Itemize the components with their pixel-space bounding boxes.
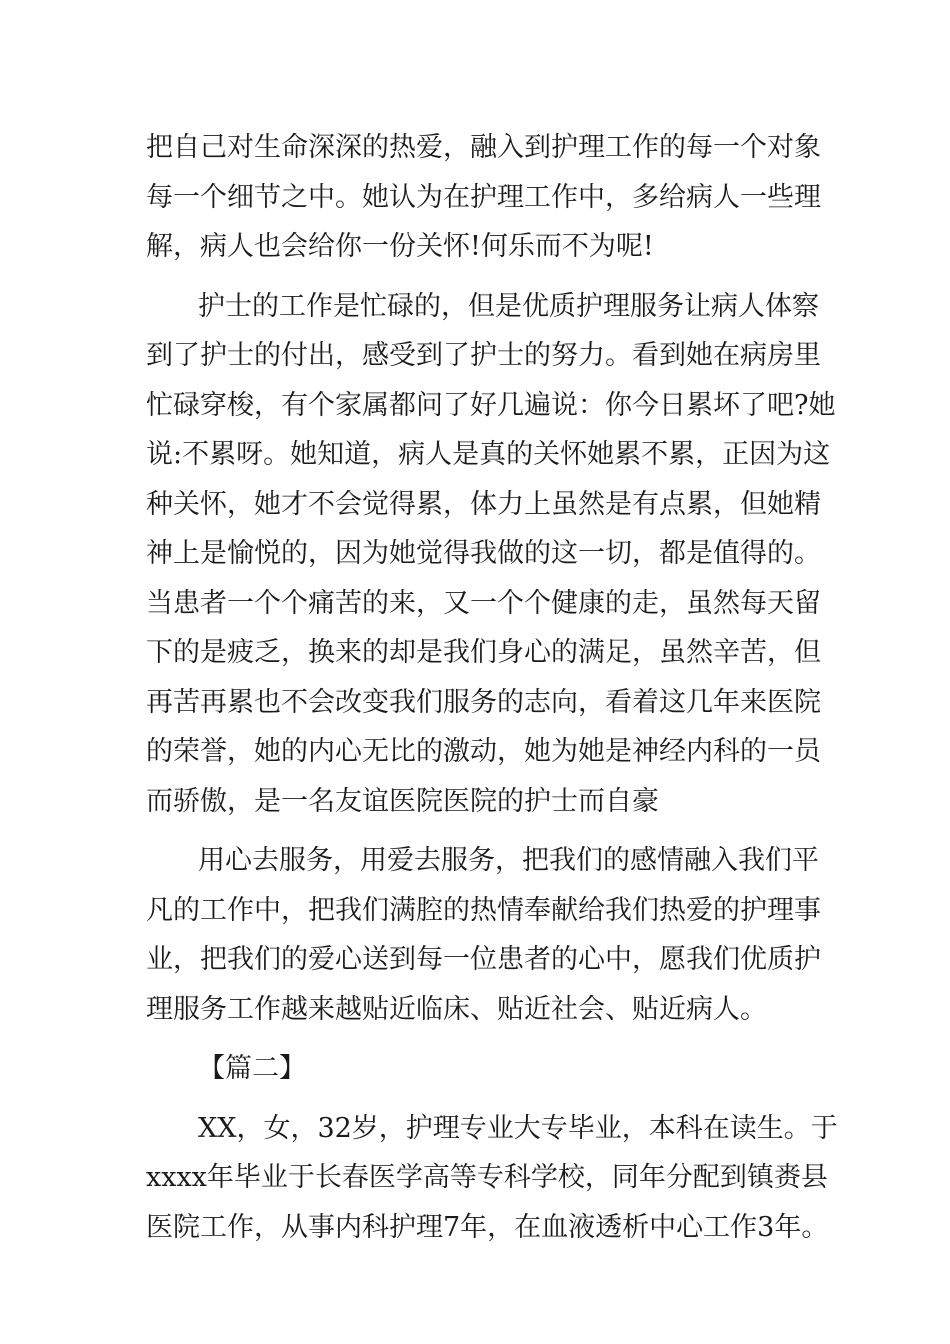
text-line: 神上是愉悦的，因为她觉得我做的这一切，都是值得的。 [146, 538, 821, 569]
text-line: 医院工作，从事内科护理7年，在血液透析中心工作3年。 [146, 1211, 829, 1243]
text-line: 护士的工作是忙碌的，但是优质护理服务让病人体察 [198, 290, 819, 322]
text-line: 每一个细节之中。她认为在护理工作中，多给病人一些理 [146, 181, 821, 213]
text-line: xxxx年毕业于长春医学高等专科学校，同年分配到镇赉县 [146, 1162, 828, 1193]
paragraph [146, 836, 821, 1034]
text-line: 用心去服务，用爱去服务，把我们的感情融入我们平 [198, 845, 819, 876]
text-line: 把自己对生命深深的热爱，融入到护理工作的每一个对象 [146, 132, 821, 163]
section-heading [146, 1044, 816, 1094]
text-line: XX，女，32岁，护理专业大专毕业，本科在读生。于 [198, 1112, 838, 1144]
text-line: 解，病人也会给你一份关怀!何乐而不为呢! [146, 231, 654, 262]
text-line: 业，把我们的爱心送到每一位患者的心中，愿我们优质护 [146, 944, 821, 975]
text-line: 种关怀，她才不会觉得累，体力上虽然是有点累，但她精 [146, 488, 821, 520]
text-line: 下的是疲乏，换来的却是我们身心的满足，虽然辛苦，但 [146, 637, 821, 668]
text-line: 当患者一个个痛苦的来，又一个个健康的走，虽然每天留 [146, 587, 821, 619]
paragraph [146, 123, 821, 272]
text-line: 忙碌穿梭，有个家属都问了好几遍说：你今日累坏了吧?她 [146, 389, 836, 421]
text-line: 再苦再累也不会改变我们服务的志向，看着这几年来医院 [146, 686, 821, 718]
text-line: 的荣誉，她的内心无比的激动，她为她是神经内科的一员 [146, 736, 821, 767]
text-line: 理服务工作越来越贴近临床、贴近社会、贴近病人。 [146, 993, 767, 1025]
text-line: 凡的工作中，把我们满腔的热情奉献给我们热爱的护理事 [146, 894, 821, 926]
paragraph [146, 1104, 838, 1253]
paragraph [146, 282, 836, 827]
text-line: 而骄傲，是一名友谊医院医院的护士而自豪 [146, 785, 659, 817]
document-body [146, 123, 838, 1252]
text-line: 到了护士的付出，感受到了护士的努力。看到她在病房里 [146, 340, 821, 371]
section-heading-label: 【篇二】 [198, 1053, 306, 1084]
text-line: 说:不累呀。她知道，病人是真的关怀她累不累，正因为这 [146, 439, 831, 470]
